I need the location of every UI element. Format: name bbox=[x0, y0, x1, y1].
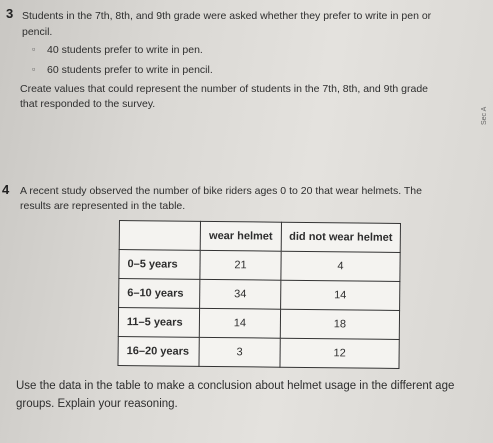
table-header-cell: did not wear helmet bbox=[281, 222, 400, 252]
table-row bbox=[118, 308, 399, 340]
question-4-closing-line2: groups. Explain your reasoning. bbox=[16, 398, 178, 410]
page-side-mark: Sec A bbox=[481, 106, 488, 125]
bullet-icon: ▫ bbox=[32, 44, 36, 54]
table-cell: 12 bbox=[280, 338, 399, 368]
table-cell: 3 bbox=[199, 337, 280, 367]
table-cell: 14 bbox=[199, 308, 280, 338]
table-header-row bbox=[119, 221, 400, 253]
table-cell: 34 bbox=[200, 279, 281, 309]
question-3-text-line1: Students in the 7th, 8th, and 9th grade were asked whether they prefer to write in pen or bbox=[22, 10, 432, 22]
question-4-text-line2: results are represented in the table. bbox=[20, 200, 186, 212]
question-3-number: 3 bbox=[6, 6, 14, 21]
table-cell: 21 bbox=[200, 250, 281, 280]
question-4-closing-line1: Use the data in the table to make a conclusion about helmet usage in the different age bbox=[16, 380, 455, 392]
table-row-header: 0–5 years bbox=[119, 250, 200, 280]
table-row-header: 16–20 years bbox=[118, 336, 199, 366]
table-cell: 4 bbox=[281, 251, 400, 281]
table-header-cell: wear helmet bbox=[200, 221, 281, 251]
table-header-cell bbox=[119, 221, 200, 251]
question-3-bullet-2: 60 students prefer to write in pencil. bbox=[47, 64, 213, 76]
table-row bbox=[119, 279, 400, 311]
question-4-number: 4 bbox=[2, 182, 10, 197]
table-row-header: 6–10 years bbox=[119, 279, 200, 309]
question-3-bullet-1: 40 students prefer to write in pen. bbox=[47, 44, 203, 56]
question-3-text-line2: pencil. bbox=[22, 26, 53, 38]
helmet-data-table bbox=[117, 220, 401, 369]
question-4-text-line1: A recent study observed the number of bike riders ages 0 to 20 that wear helmets. The bbox=[20, 185, 422, 197]
table-row-header: 11–5 years bbox=[118, 308, 199, 338]
question-3-prompt-line1: Create values that could represent the number of students in the 7th, 8th, and 9th grade bbox=[20, 83, 429, 95]
table-cell: 14 bbox=[281, 280, 400, 310]
bullet-icon: ▫ bbox=[32, 64, 36, 74]
question-3-prompt-line2: that responded to the survey. bbox=[20, 98, 156, 110]
table-cell: 18 bbox=[280, 309, 399, 339]
table-row bbox=[118, 336, 399, 368]
table-row bbox=[119, 250, 400, 282]
